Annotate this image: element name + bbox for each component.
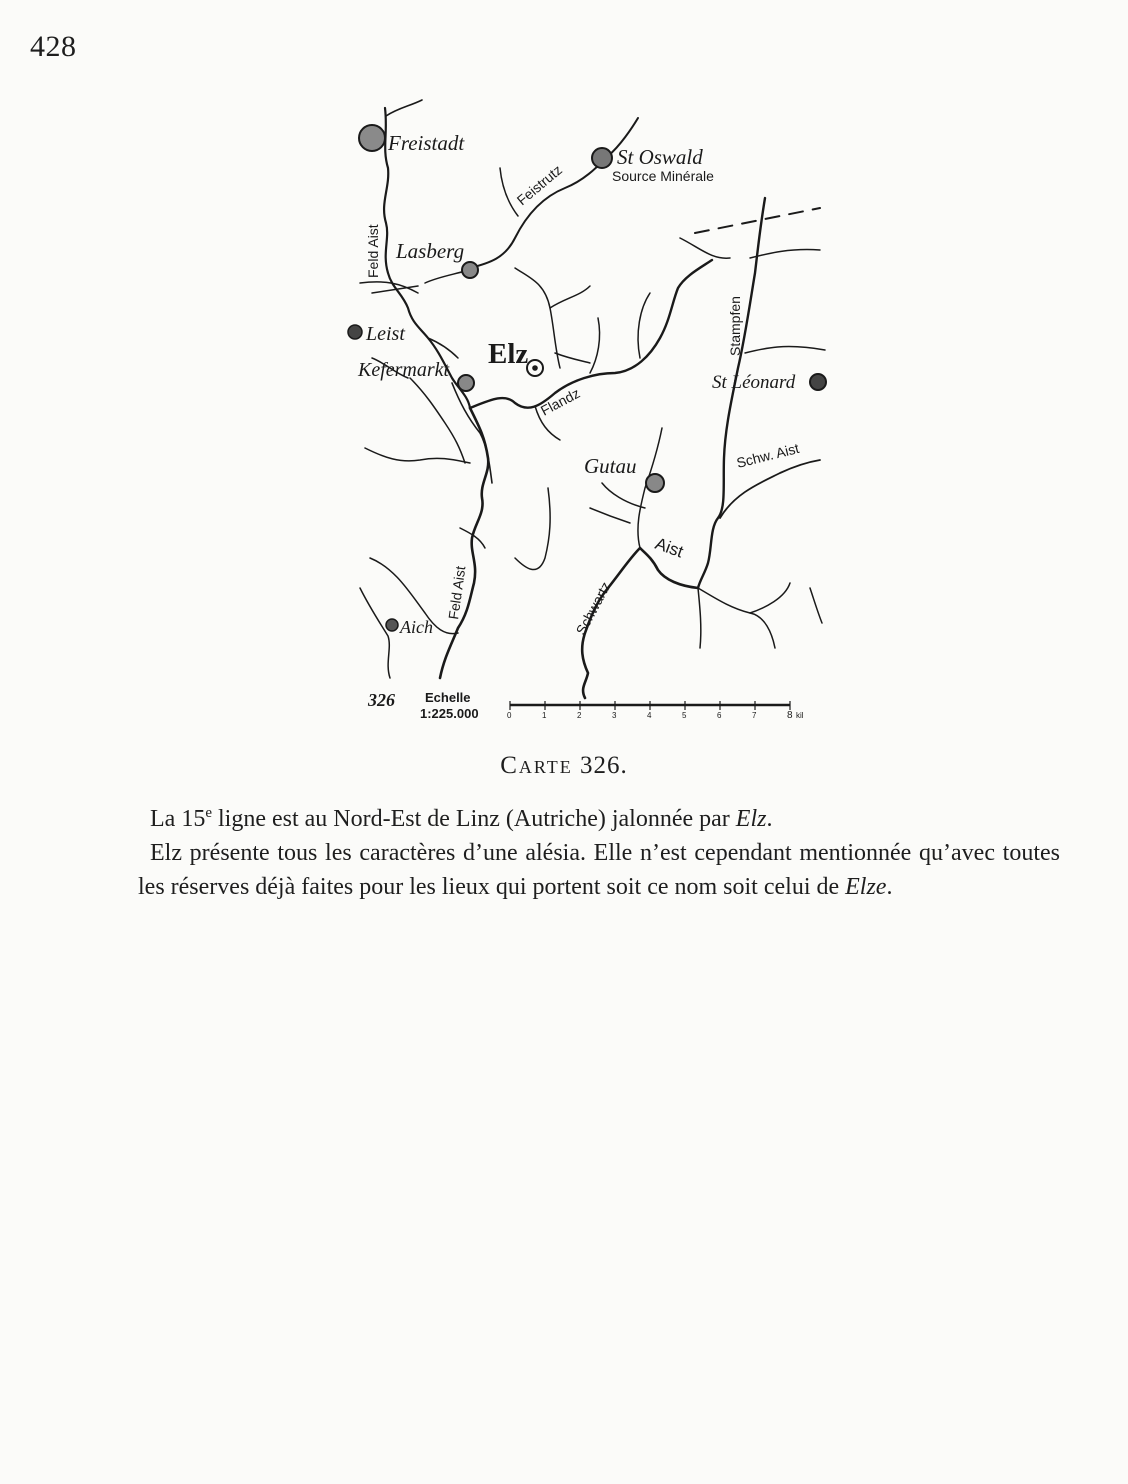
scale-label: Echelle: [425, 690, 471, 705]
label-lasberg: Lasberg: [396, 239, 465, 263]
leist-marker: [348, 325, 362, 339]
scale-tick-0: 0: [507, 711, 512, 720]
body-text: [138, 796, 1060, 904]
p1-italic: Elz: [735, 806, 767, 832]
scale-tick-3: 3: [612, 711, 617, 720]
river-top-branch: [386, 100, 422, 116]
label-kefermarkt: Kefermarkt: [358, 359, 450, 381]
p2-main: Elz présente tous les caractères d’une alésia. Elle n’est cependant mentionnée qu’avec toutes les réserves déjà faites pour les lieux qui portent soit ce nom soit celui de: [138, 840, 1060, 900]
label-feld-aist-north: Feld Aist: [365, 224, 381, 278]
river-flandz: [470, 260, 712, 408]
lasberg-marker: [462, 262, 478, 278]
label-leist: Leist: [366, 323, 405, 345]
p1-before: La 15: [150, 806, 206, 832]
label-flandz: Flandz: [537, 384, 583, 419]
label-aist: Aist: [652, 533, 686, 562]
p1-middle: ligne est au Nord-Est de Linz (Autriche) jalonnée par: [211, 806, 736, 832]
label-schwartz: Schwartz: [572, 579, 614, 638]
p2-italic: Elze: [845, 874, 887, 900]
boundary-line: [695, 208, 820, 233]
label-freistadt: Freistadt: [388, 131, 465, 155]
scale-tick-8: 8: [787, 710, 793, 721]
figure-caption: [0, 752, 1128, 780]
p1-end: .: [766, 806, 773, 832]
scale-unit: kil: [796, 711, 804, 720]
river-feistrutz: [470, 118, 638, 268]
p1-sup: e: [205, 805, 212, 821]
p2-end: .: [886, 874, 893, 900]
kefermarkt-marker: [458, 375, 474, 391]
label-elz: Elz: [488, 338, 529, 370]
label-gutau: Gutau: [584, 454, 637, 478]
label-source-minerale: Source Minérale: [612, 168, 714, 184]
label-schw-aist: Schw. Aist: [734, 439, 801, 471]
st-leonard-marker: [810, 374, 826, 390]
gutau-marker: [646, 474, 664, 492]
scale-tick-2: 2: [577, 711, 582, 720]
label-feistrutz: Feistrutz: [513, 161, 566, 209]
caption-label: Carte: [500, 752, 573, 779]
paragraph-1: [138, 796, 1060, 836]
label-stampfen: Stampfen: [727, 296, 743, 356]
scale-bar: [507, 701, 804, 721]
scale-value: 1:225.000: [420, 706, 479, 721]
elz-marker-inner: [532, 365, 538, 371]
freistadt-marker: [359, 125, 385, 151]
paragraph-2: [138, 836, 1060, 904]
river-labels: [365, 162, 801, 638]
scale-tick-4: 4: [647, 711, 652, 720]
map-carte-326: [340, 88, 840, 728]
page-number: 428: [30, 30, 77, 63]
scale-tick-5: 5: [682, 711, 687, 720]
st-oswald-marker: [592, 148, 612, 168]
map-number: 326: [368, 690, 395, 710]
caption-number: 326.: [580, 752, 628, 779]
label-st-leonard: St Léonard: [712, 372, 796, 393]
place-labels: [357, 131, 796, 637]
aich-marker: [386, 619, 398, 631]
label-aich: Aich: [400, 617, 433, 637]
scale-tick-1: 1: [542, 711, 547, 720]
scale-tick-7: 7: [752, 711, 757, 720]
label-st-oswald: St Oswald: [617, 145, 703, 169]
label-feld-aist-south: Feld Aist: [445, 565, 469, 621]
scale-tick-6: 6: [717, 711, 722, 720]
